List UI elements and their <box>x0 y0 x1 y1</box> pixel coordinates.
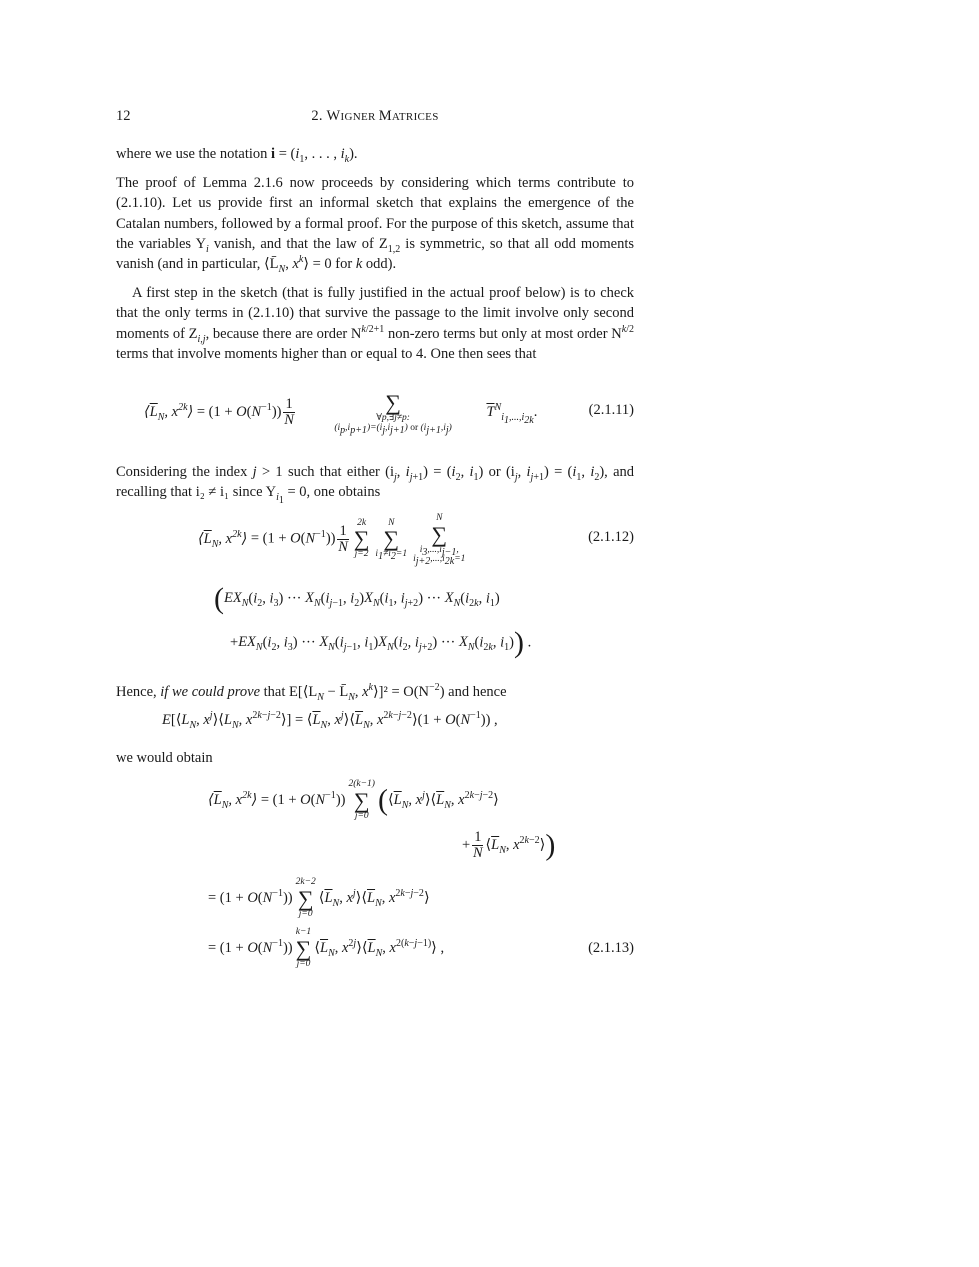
chapter-title: 2. WIGNER MATRICES <box>311 108 439 124</box>
equation-number: (2.1.13) <box>588 940 634 956</box>
equation-2-1-12-line3: $+EX_N(i_2$, $i_3$) ··· $X_N(i_{j-1}$, $i_1)X_N(i_2$, $i_{j+2}$) ··· $X_N(i_{2k}$, $i_1$)) . <box>230 626 532 659</box>
equation-number: (2.1.11) <box>588 402 634 418</box>
equation-2-1-13-line3: = $(1 + O(N^{-1}))$ 2k−2 ∑ j=0 $⟨\overline{L}_N$, $x^j⟩⟨\overline{L}_N$, $x^{2k-j-2}⟩$ <box>208 877 430 919</box>
paragraph-notation: where we use the notation $i = (i_1$, . . . , $i_k$). <box>116 146 358 165</box>
equation-2-1-12: $⟨\overline{L}_N$, $x^{2k}⟩ = (1 + O(N^{-1}))$ $\frac{1}{N}$ 2k ∑ j=2 N ∑ $i_1\ne i_2=1$ N ∑ $i_3,...,i_{j-1}$, $i_{j+2},...,i_{2k}=1$ <box>198 513 466 567</box>
page-number: 12 <box>116 108 131 124</box>
equation-2-1-12-line2: ($EX_N(i_2$, $i_3$) ··· $X_N(i_{j-1}$, $i_2)X_N(i_1$, $i_{j+2}$) ··· $X_N(i_{2k}$, $i_1$) <box>214 582 500 615</box>
paragraph-proof-sketch: The proof of Lemma 2.1.6 now proceeds by considering which terms contribute to (2.1.10). Let us provide first an informal sketch that explains the emergence of the Catalan numbers, followed by a formal proof. For the purpose of this sketch, assume that the variables $Y_i$ vanish, and that the law of $Z_{1,2}$ is symmetric, so that all odd moments vanish (and in particular, $⟨L̄_N$, $x^k⟩ = 0$ for k odd). <box>116 175 635 276</box>
equation-expectation: $E[⟨L_N$, $x^j⟩⟨L_N$, $x^{2k-j-2}⟩$] = $⟨\overline{L}_N$, $x^j⟩⟨\overline{L}_N$, $x^{2k-j-2}⟩(1 + O(N^{-1}))$ , <box>162 710 498 731</box>
equation-2-1-13-line2: + $\frac{1}{N}$ $⟨\overline{L}_N$, $x^{2k-2}⟩$) <box>462 828 556 862</box>
equation-2-1-13-line4: = $(1 + O(N^{-1}))$ k−1 ∑ j=0 $⟨\overline{L}_N$, $x^{2j}⟩⟨\overline{L}_N$, $x^{2(k-j-1)}⟩$ , <box>208 927 445 969</box>
paragraph-first-step: A first step in the sketch (that is fully justified in the actual proof below) is to check that the only terms in (2.1.10) that survive the passage to the limit involve only second moments of $Z_{i,j}$, because there are order $N^{k/2+1}$ non-zero terms but only at most order $N^{k/2}$ terms that involve moments higher than or equal to 4. One then sees that <box>116 285 634 362</box>
paragraph-would-obtain: we would obtain <box>116 750 213 766</box>
equation-2-1-11: $⟨\overline{L}_N$, $x^{2k}⟩ = (1 + O(N^{-1}))$ $\frac{1}{N}$ ∑ ∀p,∃j≠p: $(i_p,i_{p+1})=(i_j,i_{j+1})$ or $(i_{j+1},i_j)$ $\overline{T}^N_{i_1,...,i_{2k}}$. <box>144 390 538 436</box>
equation-number: (2.1.12) <box>588 529 634 545</box>
running-header <box>116 108 634 128</box>
paragraph-hence: Hence, if we could prove that $E[⟨L_N$ − $L̄_N$, $x^k⟩]^2 = O(N^{-2})$ and hence <box>116 682 507 703</box>
paragraph-considering-index: Considering the index j > 1 such that either ($i_j$, $i_{j+1}) = (i_2$, $i_1$) or ($i_j$, $i_{j+1}) = (i_1$, $i_2$), and recalling that i₂ ≠ i₁ since $Y_{i_1} = 0$, one obtains <box>116 464 635 507</box>
equation-2-1-13-line1: $⟨\overline{L}_N$, $x^{2k}⟩ = (1 + O(N^{-1}))$ 2(k−1) ∑ j=0 ($⟨\overline{L}_N$, $x^j⟩⟨\overline{L}_N$, $x^{2k-j-2}⟩$ <box>208 779 499 821</box>
